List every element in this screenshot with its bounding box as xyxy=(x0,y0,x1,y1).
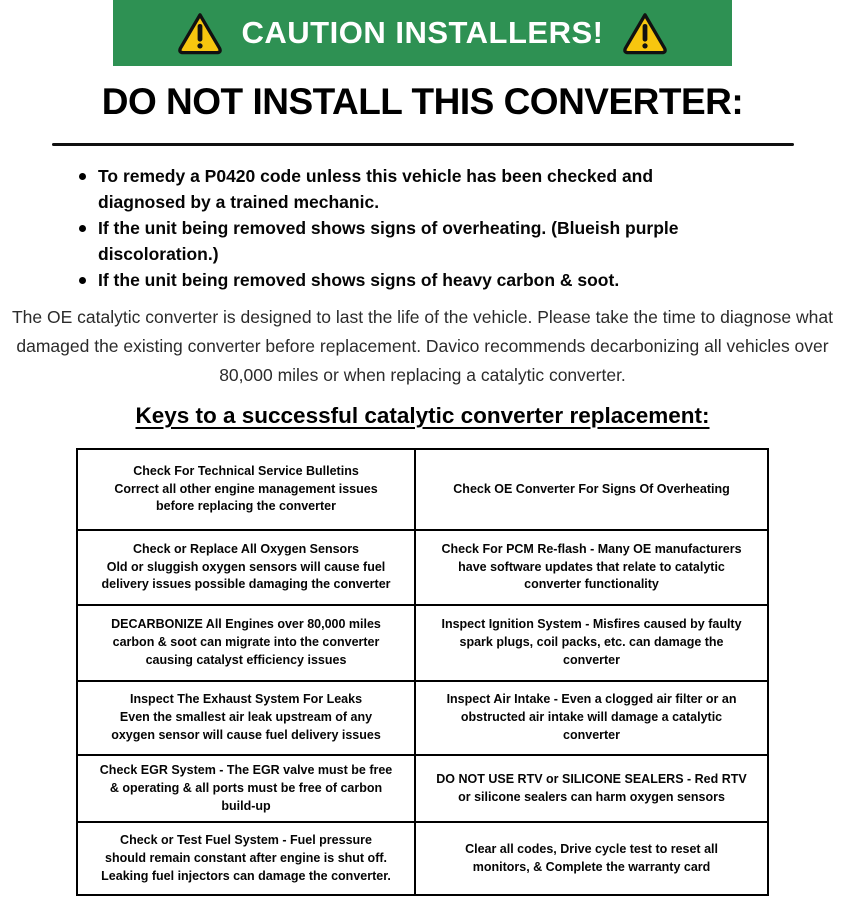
table-row xyxy=(77,681,768,755)
bullet-dot-icon xyxy=(79,225,86,232)
cell-line: Inspect Air Intake - Even a clogged air filter or an obstructed air intake will damage a catalytic converter xyxy=(446,692,737,742)
table-cell-left xyxy=(77,681,415,755)
cell-line: Check OE Converter For Signs Of Overheating xyxy=(453,481,730,496)
warning-list-item xyxy=(78,215,726,267)
heading-divider xyxy=(52,143,794,146)
cell-line: DO NOT USE RTV or SILICONE SEALERS - Red RTV or silicone sealers can harm oxygen sensors xyxy=(436,771,747,804)
cell-line: DECARBONIZE All Engines over 80,000 miles carbon & soot can migrate into the converter causing catalyst efficiency issues xyxy=(111,617,381,667)
keys-heading: Keys to a successful catalytic converter replacement: xyxy=(135,403,710,428)
cell-line: Even the smallest air leak upstream of any oxygen sensor will cause fuel delivery issues xyxy=(111,710,381,742)
warning-triangle-icon xyxy=(621,12,669,55)
table-cell-right xyxy=(415,605,768,681)
cell-line: Inspect The Exhaust System For Leaks xyxy=(130,692,363,707)
table-row xyxy=(77,605,768,681)
warning-triangle-icon xyxy=(176,12,224,55)
table-cell-right xyxy=(415,681,768,755)
warning-list-item xyxy=(78,163,726,215)
table-cell-left xyxy=(77,530,415,605)
warning-text: If the unit being removed shows signs of overheating. (Blueish purple discoloration.) xyxy=(98,218,679,264)
cell-line: Check For PCM Re-flash - Many OE manufacturers have software updates that relate to catalytic converter functionality xyxy=(441,541,742,592)
table-cell-right xyxy=(415,530,768,605)
warning-list xyxy=(78,163,726,293)
banner-title: CAUTION INSTALLERS! xyxy=(241,15,604,50)
cell-line: Clear all codes, Drive cycle test to reset all monitors, & Complete the warranty card xyxy=(465,842,718,874)
bullet-dot-icon xyxy=(79,173,86,180)
cell-line: Check or Replace All Oxygen Sensors xyxy=(133,541,360,556)
table-row xyxy=(77,755,768,822)
main-heading: DO NOT INSTALL THIS CONVERTER: xyxy=(101,81,744,122)
keys-table xyxy=(76,448,769,896)
table-cell-left xyxy=(77,755,415,822)
table-cell-left xyxy=(77,605,415,681)
table-row xyxy=(77,822,768,895)
bullet-dot-icon xyxy=(79,277,86,284)
table-cell-left xyxy=(77,822,415,895)
table-cell-right xyxy=(415,822,768,895)
cell-line: Check or Test Fuel System - Fuel pressure should remain constant after engine is shut off. Leaking fuel injectors can damage the converter. xyxy=(101,833,391,883)
warning-text: If the unit being removed shows signs of heavy carbon & soot. xyxy=(98,270,620,290)
table-row xyxy=(77,530,768,605)
table-cell-right xyxy=(415,449,768,530)
caution-banner xyxy=(113,0,732,66)
warning-text: To remedy a P0420 code unless this vehicle has been checked and diagnosed by a trained mechanic. xyxy=(98,166,654,212)
cell-line: Inspect Ignition System - Misfires caused by faulty spark plugs, coil packs, etc. can damage the converter xyxy=(441,617,742,667)
cell-line: Check For Technical Service Bulletins xyxy=(133,463,359,478)
intro-paragraph: The OE catalytic converter is designed to last the life of the vehicle. Please take the time to diagnose what damaged the existing converter before replacement. Davico recommends decarbonizing all vehicles over 80,000 miles or when replacing a catalytic converter. xyxy=(11,307,833,385)
cell-line: Old or sluggish oxygen sensors will cause fuel delivery issues possible damaging the converter xyxy=(101,559,391,592)
table-cell-right xyxy=(415,755,768,822)
table-cell-left xyxy=(77,449,415,530)
cell-line: Correct all other engine management issues before replacing the converter xyxy=(114,481,378,514)
table-row xyxy=(77,449,768,530)
cell-line: Check EGR System - The EGR valve must be free & operating & all ports must be free of carbon build-up xyxy=(99,763,393,813)
warning-list-item xyxy=(78,267,726,293)
